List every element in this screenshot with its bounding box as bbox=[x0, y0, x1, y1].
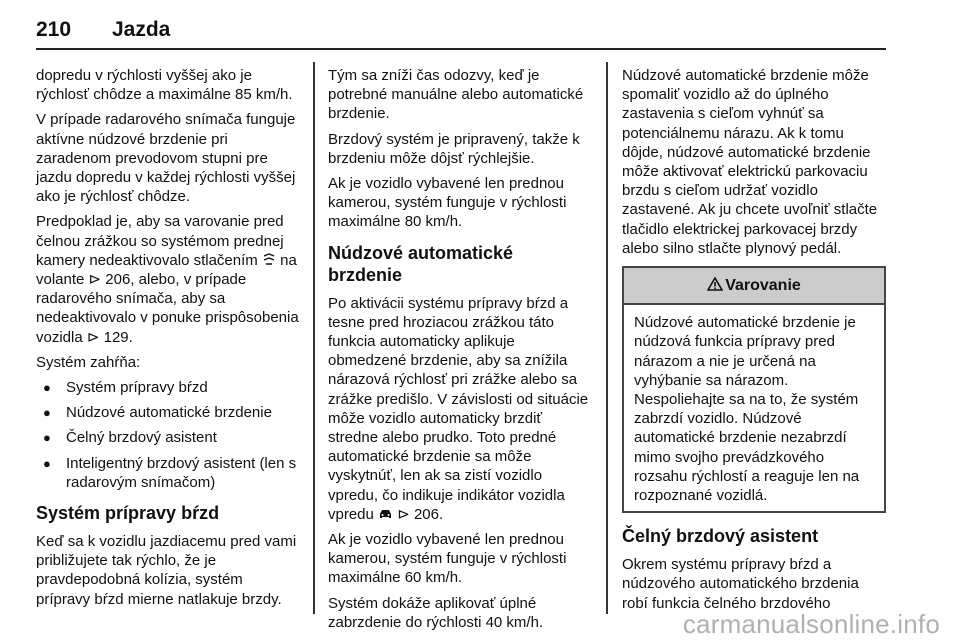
section-heading: Systém prípravy bŕzd bbox=[36, 503, 220, 524]
page-number: 210 bbox=[36, 18, 72, 41]
vehicle-ahead-icon bbox=[378, 508, 393, 520]
section-heading: Čelný brzdový asistent bbox=[622, 526, 819, 547]
paragraph: Po aktivácii systému prípravy bŕzd a tesne pred hroziacou zrážkou táto funkcia automaticky aplikuje obmedzené brzdenie, aby sa znížila nárazová rýchlosť pri zrážke alebo sa zrážke predišlo. V závislosti od situácie môže vozidlo automaticky brzdiť stredne alebo prudko. Toto predné automatické brzdenie sa môže vyskytnúť, len ak sa zistí vozidlo vpredu, čo indikuje indikátor vozidla vpredu ⊳ 206. bbox=[328, 294, 589, 523]
paragraph: Núdzové automatické brzdenie môže spomaliť vozidlo až do úplného zastavenia s cieľom vyhnúť sa potenciálnemu nárazu. Ak k tomu dôjde, núdzové automatické brzdenie môže aktivovať elektrickú parkovaciu brzdu s cieľom udržať vozidlo zastavené. Ak ju chcete uvoľniť stlačte tlačidlo elektrickej parkovacej brzdy alebo silno stlačte plynový pedál. bbox=[622, 67, 878, 257]
paragraph: Ak je vozidlo vybavené len prednou kamerou, systém funguje v rýchlosti maximálne 80 km/h. bbox=[328, 175, 567, 231]
column-1 bbox=[36, 66, 300, 615]
warning-box bbox=[622, 266, 886, 513]
paragraph: Ak je vozidlo vybavené len prednou kamerou, systém funguje v rýchlosti maximálne 60 km/h. bbox=[328, 531, 567, 587]
list-item: ● Čelný brzdový asistent bbox=[36, 428, 300, 447]
paragraph: dopredu v rýchlosti vyššej ako je rýchlosť chôdze a maximálne 85 km/h. bbox=[36, 67, 293, 104]
list-item: ● Inteligentný brzdový asistent (len s radarovým snímačom) bbox=[36, 454, 300, 492]
column-divider-2 bbox=[606, 62, 608, 614]
feature-list bbox=[36, 378, 300, 492]
paragraph: Systém zahŕňa: bbox=[36, 353, 141, 371]
warning-header bbox=[624, 268, 884, 305]
page-reference-arrow-icon[interactable]: ⊳ bbox=[86, 328, 100, 346]
warning-text: Núdzové automatické brzdenie je núdzová funkcia prípravy pred nárazom a nie je určená na vyhýbanie sa nárazom. Nespoliehajte sa na to, že systém zabrzdí vozidlo. Núdzové automatické brzdenie nezabrzdí mimo svojho prevádzkového rozsahu rýchlostí a reaguje len na rozpoznané vozidlá. bbox=[634, 314, 860, 505]
chapter-title: Jazda bbox=[112, 18, 171, 41]
list-item: ● Systém prípravy bŕzd bbox=[36, 378, 300, 397]
list-item: ● Núdzové automatické brzdenie bbox=[36, 403, 300, 422]
page-reference-arrow-icon[interactable]: ⊳ bbox=[88, 271, 102, 289]
paragraph: Systém dokáže aplikovať úplné zabrzdenie do rýchlosti 40 km/h. bbox=[328, 594, 544, 631]
warning-triangle-icon bbox=[707, 277, 723, 291]
page-header bbox=[36, 18, 886, 48]
warning-title: Varovanie bbox=[725, 277, 801, 295]
paragraph: Okrem systému prípravy bŕzd a núdzového automatického brzdenia robí funkcia čelného brzdového bbox=[622, 556, 859, 612]
paragraph: Brzdový systém je pripravený, takže k brzdeniu môže dôjsť rýchlejšie. bbox=[328, 130, 580, 167]
column-2 bbox=[328, 66, 592, 638]
watermark: carmanualsonline.info bbox=[682, 609, 940, 639]
header-rule bbox=[36, 48, 886, 50]
paragraph: Predpoklad je, aby sa varovanie pred čelnou zrážkou so systémom prednej kamery nedeaktivovalo stlačením na volante ⊳ 206, alebo, v prípade radarového snímača, aby sa nedeaktivovalo v ponuke prispôsobenia vozidla ⊳ 129. bbox=[36, 213, 299, 346]
forward-collision-button-icon bbox=[262, 253, 276, 266]
paragraph: V prípade radarového snímača funguje aktívne núdzové brzdenie pri zaradenom prevodovom stupni pre jazdu dopredu v každej rýchlosti vyššej ako je rýchlosť chôdze. bbox=[36, 111, 296, 206]
column-3 bbox=[622, 66, 886, 619]
page-reference-arrow-icon[interactable]: ⊳ bbox=[397, 505, 410, 523]
section-heading: Núdzové automatické brzdenie bbox=[328, 242, 514, 285]
column-divider-1 bbox=[313, 62, 315, 614]
paragraph: Keď sa k vozidlu jazdiacemu pred vami približujete tak rýchlo, že je pravdepodobná kolízia, systém prípravy bŕzd mierne natlakuje brzdy. bbox=[36, 533, 297, 608]
paragraph: Tým sa zníži čas odozvy, keď je potrebné manuálne alebo automatické brzdenie. bbox=[328, 67, 584, 123]
